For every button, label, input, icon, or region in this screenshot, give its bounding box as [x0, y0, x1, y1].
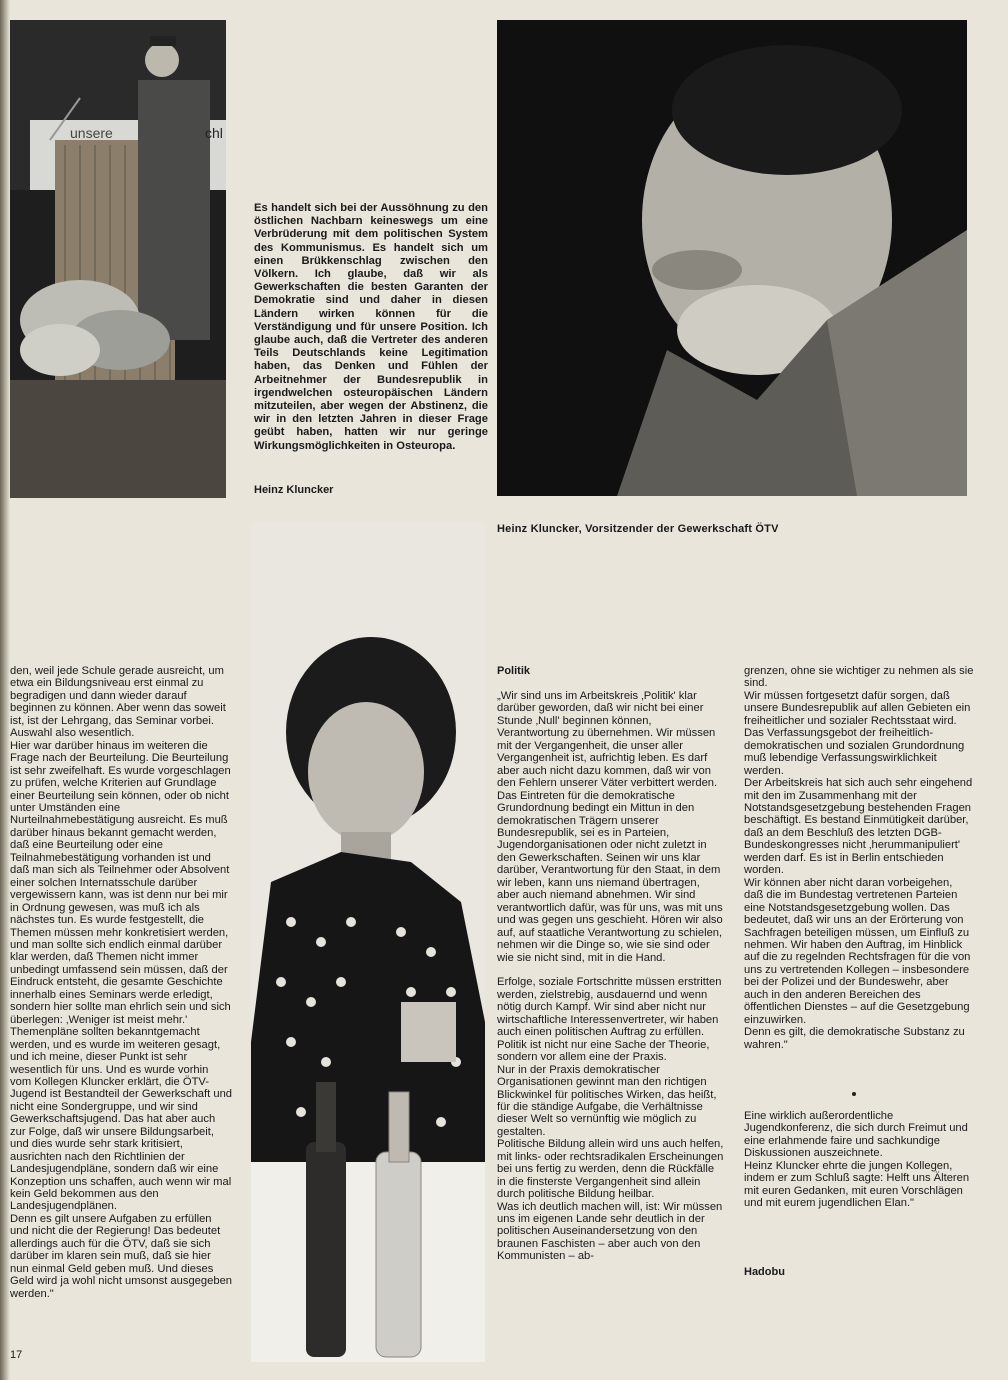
section-heading-politik: Politik [497, 665, 531, 677]
article-column-2: „Wir sind uns im Arbeitskreis ‚Politik' klar darüber geworden, daß wir nicht bei einer Stunde ‚Null' beginnen können, Verantwortung zu übernehmen. Wir müssen mit der Vergangenheit, die unser aller Vergangenheit ist, aufrichtig leben. Es darf aber auch nicht dazu kommen, daß wir von den Fehlern unserer Väter verbittert werden. Das Eintreten für die demokratische Grundordnung bedingt ein Mittun in den demokratischen Trägern unserer Bundesrepublik, sei es in Parteien, Jugendorganisationen oder nicht zuletzt in den Gewerkschaften. Seinen wir uns klar darüber, Verantwortung für den Staat, in dem wir leben, kann uns niemand übertragen, aber auch niemand abnehmen. Wir sind verantwortlich dafür, was für uns, was mit uns und was gegen uns geschieht. Hören wir also auf, auf staatliche Verantwortung zu schielen, nehmen wir die Dinge so, wie sie sind oder wie sie nicht sind, mit in die Hand. Erfolge, soziale Fortschritte müssen erstritten werden, zielstrebig, ausdauernd und wenn nötig durch Kampf. Wir sind aber nicht nur wirtschaftliche Interessenvertreter, wir haben auch einen politischen Auftrag zu erfüllen. Politik ist nicht nur eine Sache der Theorie, sondern vor allem eine der Praxis. Nur in der Praxis demokratischer Organisationen gewinnt man den richtigen Blickwinkel für politisches Wirken, das heißt, für die ständige Aufgabe, die Verhältnisse dieser Welt so vernünftig wie möglich zu gestalten. Politische Bildung allein wird uns auch helfen, mit links- oder rechtsradikalen Erscheinungen bei uns fertig zu werden, denn die Rückfälle in die finsterste Vergangenheit sind allein durch politische Bildung heilbar. Was ich deutlich machen will, ist: Wir müssen uns im eigenen Lande sehr deutlich in der politischen Auseinandersetzung von den braunen Faschisten – aber auch von den Kommunisten – ab- [497, 690, 724, 1263]
portrait-caption: Heinz Kluncker, Vorsitzender der Gewerkschaft ÖTV [497, 523, 779, 535]
separator-dot [852, 1092, 856, 1096]
article-closing: Eine wirklich außerordentliche Jugendkonferenz, die sich durch Freimut und eine erlahmende faire und sachkundige Diskussionen auszeichnete. Heinz Kluncker ehrte die jungen Kollegen, indem er zum Schluß sagte: Helft uns Älteren mit euren Gedanken, mit euren Vorschlägen und mit eurem jugendlichen Elan." [744, 1110, 970, 1210]
author-signature: Hadobu [744, 1266, 785, 1278]
page-number: 17 [10, 1349, 23, 1361]
portrait-photo-image [497, 20, 967, 496]
svg-text:unsere: unsere [70, 125, 113, 141]
svg-text:chl: chl [205, 125, 223, 141]
page-spine [0, 0, 10, 1380]
portrait-photo [497, 20, 967, 496]
woman-photo-image [251, 522, 485, 1362]
pull-quote: Es handelt sich bei der Aussöhnung zu den östlichen Nachbarn keineswegs um eine Verbrüderung mit dem politischen System des Kommunismus. Es handelt sich um einen Brükkenschlag zwischen den Völkern. Ich glaube, daß wir als Gewerkschaften die besten Garanten der Demokratie sind und daher in diesen Ländern wirken können für die Verständigung und für unsere Position. Ich glaube auch, daß die Vertreter des anderen Teils Deutschlands keine Legitimation haben, das Denken und Fühlen der Arbeitnehmer der Bundesrepublik in irgendwelchen osteuropäischen Ländern mitzuteilen, aber wegen der Abstinenz, die wir in den letzten Jahren in dieser Frage geübt haben, hatten wir nur geringe Wirkungsmöglichkeiten in Osteuropa. [254, 202, 488, 452]
speaker-photo-image [10, 20, 226, 498]
pull-quote-author: Heinz Kluncker [254, 484, 334, 496]
article-column-3: grenzen, ohne sie wichtiger zu nehmen als sie sind. Wir müssen fortgesetzt dafür sorgen, daß unsere Bundesrepublik auf allen Gebieten ein freiheitlicher und sozialer Rechtsstaat wird. Das Verfassungsgebot der freiheitlich-demokratischen und sozialen Grundordnung muß lebendige Verfassungswirklichkeit werden. Der Arbeitskreis hat sich auch sehr eingehend mit den im Zusammenhang mit der Notstandsgesetzgebung bestehenden Fragen beschäftigt. Es bestand Einmütigkeit darüber, daß an dem Beschluß des letzten DGB-Bundeskongresses nicht ‚herummanipuliert' werden darf. Es ist in Berlin entschieden worden. Wir können aber nicht daran vorbeigehen, daß die im Bundestag vertretenen Parteien eine Notstandsgesetzgebung wollen. Das bedeutet, daß wir uns an der Erörterung von Sachfragen beteiligen müssen, um Einfluß zu nehmen. Wir haben den Auftrag, im Hinblick auf die zu regelnden Rechtsfragen für die von uns zu vertretenden Kollegen – insbesondere bei der Polizei und der Bundeswehr, aber auch in den anderen Bereichen des öffentlichen Dienstes – auf die Gesetzgebung einzuwirken. Denn es gilt, die demokratische Substanz zu wahren." [744, 665, 974, 1051]
woman-photo [251, 522, 485, 1362]
article-column-1: den, weil jede Schule gerade ausreicht, um etwa ein Bildungsniveau erst einmal zu begradigen und dann wieder darauf beginnen zu können. Aber wenn das soweit ist, ist der Lehrgang, das Seminar vorbei. Auswahl also wesentlich. Hier war darüber hinaus im weiteren die Frage nach der Beurteilung. Die Beurteilung ist sehr zweifelhaft. Es wurde vorgeschlagen zu prüfen, welche Kriterien auf Grundlage einer Beurteilung sein können, oder ob nicht unter Umständen eine Nurteilnahmebestätigung ausreicht. Es muß darüber hinaus bekannt gemacht werden, daß eine Beurteilung oder eine Teilnahmebestätigung vorhanden ist und daß man sich als Teilnehmer oder Absolvent einer solchen Internatsschule darüber vergewissern kann, was ist denn nur bei mir in Ordnung gewesen, was muß ich als nächstes tun. Es wurde festgestellt, die Themen müssen mehr konkretisiert werden, und man sollte sich endlich einmal darüber klar werden, daß Themen nicht immer unbedingt umfassend sein müssen, daß der Eindruck entsteht, die gesamte Geschichte innerhalb eines Seminars werde erledigt, sondern hier sollte man ehrlich sein und sich überlegen: ‚Weniger ist meist mehr.' Themenpläne sollten bekanntgemacht werden, und es wurde im weiteren gesagt, und ich meine, dieser Punkt ist sehr wesentlich für uns. Und es wurde vorhin vom Kollegen Kluncker erklärt, die ÖTV-Jugend ist Bestandteil der Gewerkschaft und nicht eine Sondergruppe, und wir sind Gewerkschaftsjugend. Das hat aber auch zur Folge, daß wir unsere Bildungsarbeit, und dies wurde sehr stark kritisiert, ausrichten nach den Richtlinien der Landesjugendpläne, sondern daß wir eine Konzeption uns schaffen, auch wenn wir mal kein Geld bekommen aus den Landesjugendplänen. Denn es gilt unsere Aufgaben zu erfüllen und nicht die der Regierung! Das bedeutet allerdings auch für die ÖTV, daß sie sich darüber im klaren sein muß, daß sie hier nun einmal Geld geben muß. Und dieses Geld wird ja wohl nicht umsonst ausgegeben werden." [10, 665, 233, 1300]
speaker-photo [10, 20, 226, 498]
